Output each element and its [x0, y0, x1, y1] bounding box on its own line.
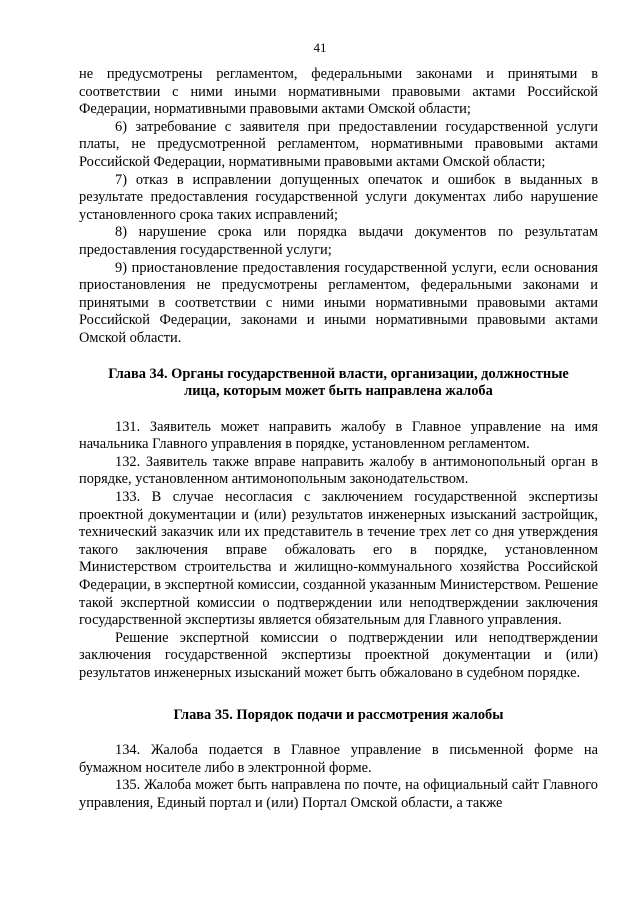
- chapter-35-heading: Глава 35. Порядок подачи и рассмотрения жалобы: [173, 706, 504, 723]
- paragraph-continuation: не предусмотрены регламентом, федеральными законами и принятыми в соответствии с ними иными нормативными правовыми актами Российской Федерации, нормативными правовыми актами Омской области;: [79, 66, 598, 118]
- clause-135: 135. Жалоба может быть направлена по почте, на официальный сайт Главного управления, Единый портал и (или) Портал Омской области, а также: [79, 777, 598, 811]
- page-number: 41: [313, 40, 327, 55]
- chapter-34-heading: Глава 34. Органы государственной власти, организации, должностные лица, которым может быть направлена жалоба: [108, 365, 569, 400]
- list-item-6: 6) затребование с заявителя при предоставлении государственной услуги платы, не предусмотренной регламентом, нормативными правовыми актами Российской Федерации, нормативными правовыми актами Омской области;: [79, 118, 598, 170]
- clause-132: 132. Заявитель также вправе направить жалобу в антимонопольный орган в порядке, установленном антимонопольным законодательством.: [79, 453, 598, 488]
- document-body: [79, 66, 598, 813]
- clause-134: 134. Жалоба подается в Главное управление в письменной форме на бумажном носителе либо в электронной форме.: [79, 742, 598, 776]
- list-item-8: 8) нарушение срока или порядка выдачи документов по результатам предоставления государственной услуги;: [79, 224, 598, 258]
- clause-133: 133. В случае несогласия с заключением государственной экспертизы проектной документации и (или) результатов инженерных изысканий застройщик, технический заказчик или их представитель в течение трех лет со дня утверждения такого заключения вправе обжаловать его в порядке, установленном Министерством строительства и жилищно-коммунального хозяйства Российской Федерации, в экспертной комиссии, созданной указанным Министерством. Решение такой экспертной комиссии о подтверждении или неподтверждении заключения государственной экспертизы является обязательным для Главного управления.: [79, 489, 598, 629]
- clause-133-continuation: Решение экспертной комиссии о подтверждении или неподтверждении заключения государственной экспертизы проектной документации и (или) результатов инженерных изысканий может быть обжаловано в судебном порядке.: [79, 629, 598, 681]
- list-item-9: 9) приостановление предоставления государственной услуги, если основания приостановления не предусмотрены регламентом, федеральными законами и принятыми в соответствии с ними иными нормативными правовыми актами Российской Федерации, законами и иными нормативными правовыми актами Омской области.: [79, 259, 598, 346]
- list-item-7: 7) отказ в исправлении допущенных опечаток и ошибок в выданных в результате предоставления государственной услуги документах либо нарушение установленного срока таких исправлений;: [79, 171, 598, 223]
- clause-131: 131. Заявитель может направить жалобу в Главное управление на имя начальника Главного управления в порядке, установленном регламентом.: [79, 418, 598, 453]
